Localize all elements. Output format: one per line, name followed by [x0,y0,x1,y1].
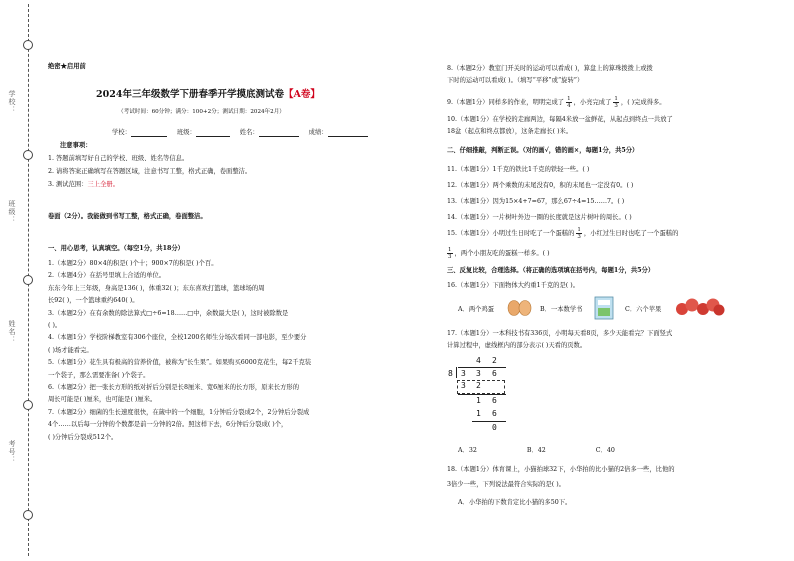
exam-meta: （考试时间：60分钟；满分：100+2分；测试日期：2024年2月） [118,109,285,115]
test-scope: 三上全册。 [87,181,119,188]
question-line: 2.（本题4分）在括号里填上合适的单位。 [48,272,166,280]
question-line: 周长可能是( )厘米，也可能是( )厘米。 [48,396,157,404]
remainder: 0 [492,423,497,432]
question-18: 18.（本题1分）体育课上，小猫拍球32下，小华拍的比小猫的2倍多一些，比他的 3倍少一些，下列说法最符合实际的是( )。 [447,466,675,488]
option-a[interactable]: A．32 [458,447,477,454]
binding-hole-mark [23,400,33,410]
note-item: 1. 答题前填写好自己的学校、班级、姓名等信息。 [48,155,189,162]
option-c[interactable]: C．六个苹果 [625,306,662,313]
class-field[interactable]: 班级： [177,128,230,137]
step-line [458,394,506,395]
eggs-icon [506,300,532,316]
notes-heading: 注意事项： [60,142,92,149]
question-line: 4个……以后每一分钟的个数都是前一分钟的2倍。照这样下去，6分钟后分裂成( )个， [48,421,288,429]
q17-options [458,446,615,455]
question-line: 5.（本题1分）花生具有极高的营养价值，被称为“长生果”。如果购买6000克花生，每2千克装 [48,359,312,367]
dividend-digit: 3 [476,369,481,378]
binding-label-school: 学校： [8,90,16,114]
step-digit: 1 [476,396,481,405]
right-questions-top [447,63,653,88]
fraction: $\frac{1}{3}$ [577,227,581,240]
binding-hole-mark [23,510,33,520]
option-b[interactable]: B．一本数学书 [540,306,583,313]
note-item: 2. 请将答案正确填写在答题区域，注意书写工整，格式正确，卷面整洁。 [48,168,252,175]
question-line: 7.（本题2分）细菌的生长速度很快，在箴中的一个细胞，1分钟后分裂成2个，2分钟后分裂成 [48,408,310,416]
step-digit: 1 [476,409,481,418]
fraction: $\frac{1}{3}$ [614,96,618,109]
dividend-digit: 6 [492,369,497,378]
quotient-digit: 4 [476,356,481,365]
binding-label-name: 姓名： [8,320,16,344]
binding-hole-mark [23,150,33,160]
score-field[interactable]: 成绩： [309,128,368,137]
divisor: 8 [448,369,453,378]
section-1-heading: 一、用心思考，认真填空。（每空1分，共18分） [48,245,184,252]
option-c[interactable]: C．40 [595,447,615,454]
question-line: 12.（本题1分）两个乘数的末尾没有0，积的末尾也一定没有0。( ) [447,182,634,189]
title-tag: 【A卷】 [283,89,320,100]
binding-hole-mark [23,275,33,285]
fraction: $\frac{1}{3}$ [448,247,452,260]
binding-label-number: 考号： [8,440,16,464]
note-item: 3. 测试范围：三上全册。 [48,181,119,188]
judge-questions [447,162,678,242]
question-10: 10.（本题1分）在学校的走廊两边，每隔4米放一盆鲜花，从起点到终点一共放了 18盆（起点和终点都放），这条走廊长( )米。 [447,116,673,136]
question-line: ( )场才能看完。 [48,346,93,354]
question-line: 1.（本题2分）80×4的积是( )个十；900×7的积是( )个百。 [48,260,218,267]
question-line: 6.（本题2分）把一张长方形的纸对折后分别是长8厘米、宽6厘米的长方形，原来长方形的 [48,384,300,392]
apples-icon [675,297,725,317]
info-fields [112,128,392,137]
step-digit: 2 [476,381,481,390]
question-line: 13.（本题1分）因为15×4+7=67，那么67÷4=15……7。( ) [447,198,625,205]
dividend-digit: 3 [461,369,466,378]
section-2-heading: 二、仔细推敲，判断正误。（对的画√，错的画×，每题1分，共5分） [447,147,639,154]
binding-margin [0,0,40,561]
question-line: ( )分钟后分裂成512个。 [48,433,118,441]
question-line: 长92( )，一个篮球重约640( )。 [48,297,139,305]
left-questions [48,258,311,444]
question-line: 15.（本题1分）小明过生日时吃了一个蛋糕的 $\frac{1}{3}$ ，小红过生日时也吃了一个蛋糕的 [447,227,679,240]
question-15-line2: $\frac{1}{3}$ ，两个小朋友吃的蛋糕一样多。( ) [448,247,550,260]
quotient-digit: 2 [492,356,497,365]
section-3-heading: 三、反复比较，合理选择。（将正确的选项填在括号内，每题1分，共5分） [447,267,655,274]
fraction: $\frac{1}{4}$ [567,96,571,109]
question-line: 8.（本题2分）教室门开关时的运动可以看成( )，算盘上的算珠拨拨上或拨 [447,65,653,72]
question-line: 4.（本题1分）学校阶梯教室有306个座位，全校1200名师生分场次看同一部电影，至少要分 [48,334,307,342]
math-book-icon [594,296,614,320]
option-a[interactable]: A．小华拍的下数肯定比小猫的多50下。 [458,499,572,506]
question-line: 一个袋子，那么需要准备( )个袋子。 [48,371,150,379]
question-line: 14.（本题1分）一片树叶外边一圈的长度就是这片树叶的周长。( ) [447,214,632,221]
title-main: 2024年三年级数学下册春季开学摸底测试卷 [96,89,284,100]
binding-hole-mark [23,40,33,50]
question-line: 下时的运动可以看成( )。（填写“平移”或“旋转”） [447,77,584,85]
step-digit: 6 [492,396,497,405]
step-line [472,421,506,422]
question-9: 9.（本题1分）同样多的作业，明明完成了 $\frac{1}{4}$ ，小亮完成了 $\frac{1}{3}$ ，( )完成得多。 [447,96,666,109]
long-division [448,356,518,442]
secret-label: 绝密★启用前 [48,63,86,70]
school-field[interactable]: 学校： [112,128,167,137]
neatness-note: 卷面（2分）。我能做到书写工整，格式正确，卷面整洁。 [48,213,207,220]
option-b[interactable]: B．42 [526,447,546,454]
binding-label-class: 班级： [8,200,16,224]
question-line: 11.（本题1分）1千克的铁比1千克的铁轻一些。( ) [447,166,590,173]
division-bar [458,367,506,368]
name-field[interactable]: 姓名： [240,128,299,137]
step-digit: 3 [461,381,466,390]
option-a[interactable]: A．两个鸡蛋 [458,306,495,313]
question-16: 16.（本题1分）下面物体大约重1千克的是( )。 [447,282,579,289]
question-line: 东东今年上三年级，身高是136( )，体重32( )；东东喜欢打篮球，篮球场的周 [48,284,265,292]
question-line: ( )。 [48,322,62,330]
question-line: 3.（本题2分）在有余数的除法算式□÷6=18……□中，余数最大是( )，这时被除数是 [48,309,289,317]
page-title [96,86,320,100]
question-17: 17.（本题1分）一本科技书有336页，小明每天看8页，多少天能看完？下面竖式 计算过程中，虚线框内的部分表示( )天看的页数。 [447,330,673,350]
step-digit: 6 [492,409,497,418]
